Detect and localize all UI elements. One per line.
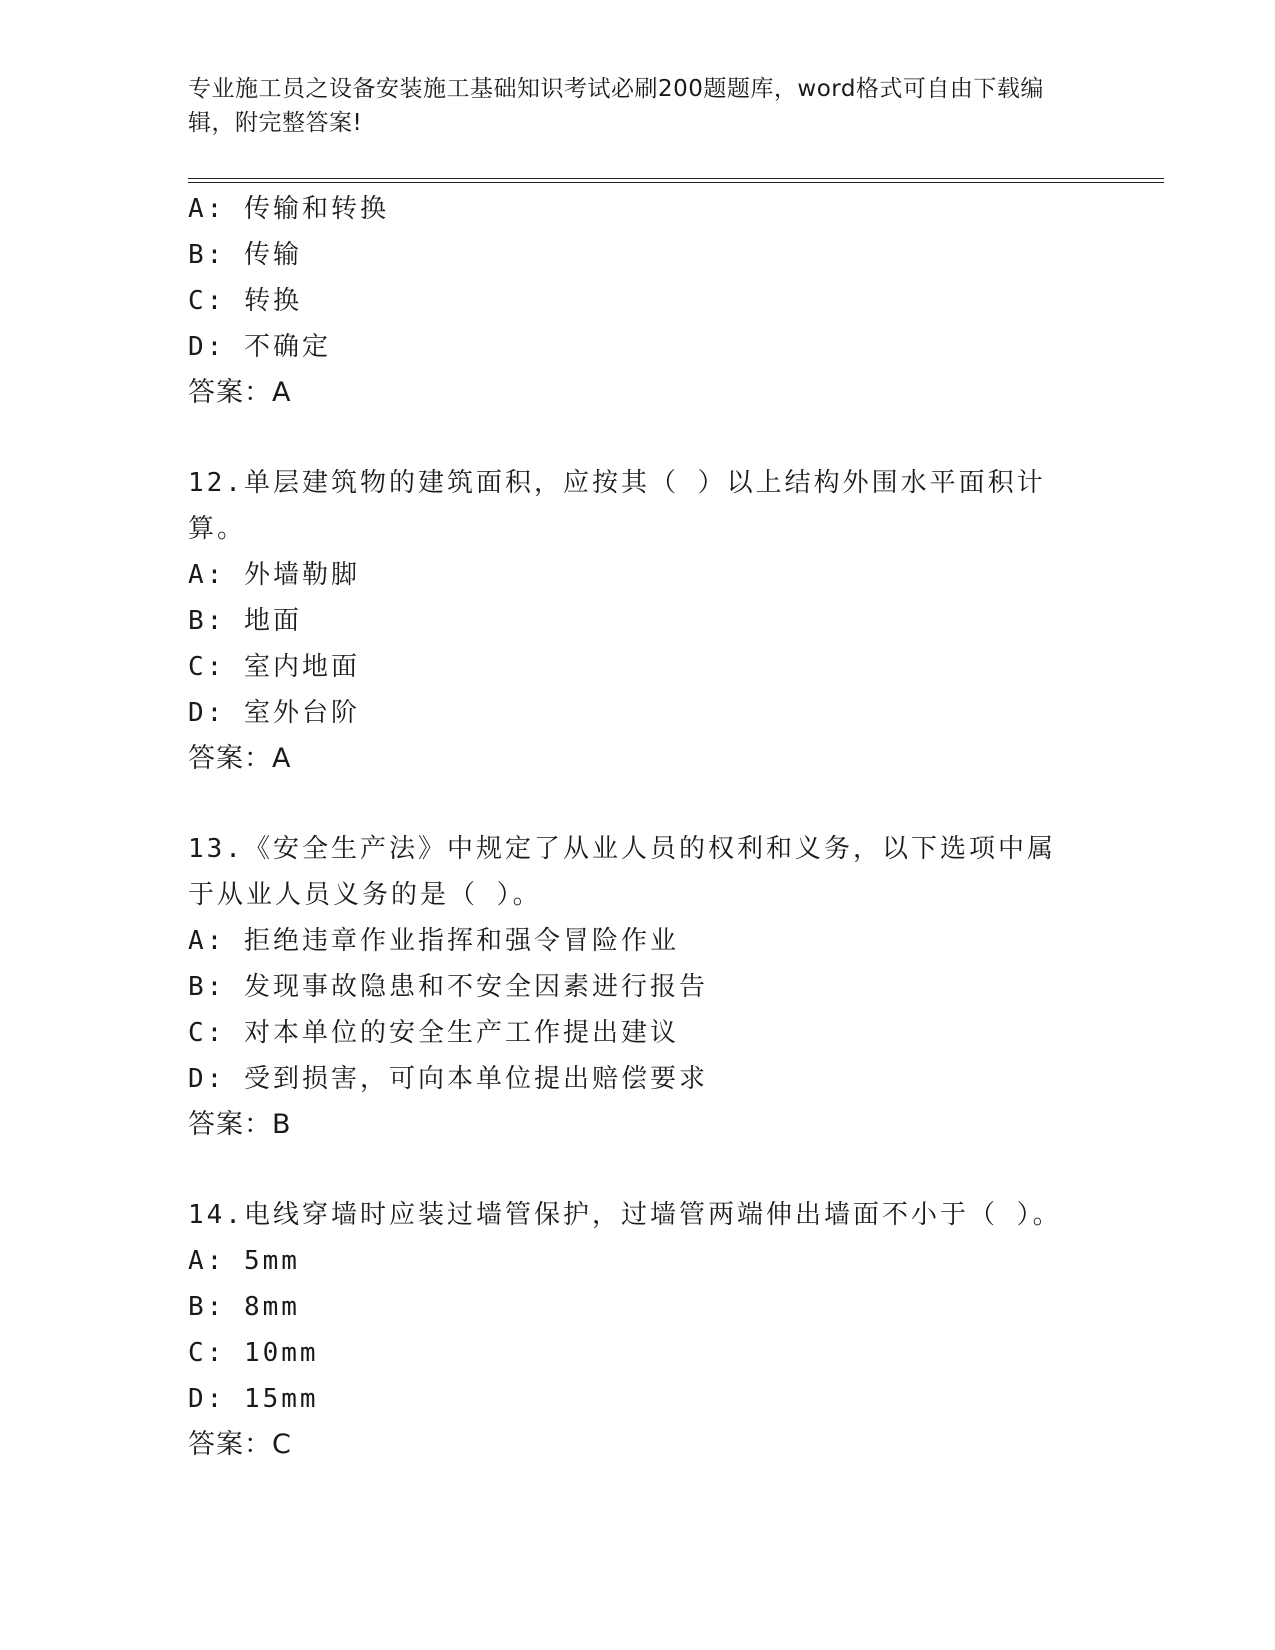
option-d: D: 15mm — [188, 1384, 319, 1414]
question-stem: 12.单层建筑物的建筑面积，应按其（ ）以上结构外围水平面积计算。 — [188, 468, 1046, 544]
option-d: D: 室外台阶 — [188, 698, 360, 728]
answer: 答案：B — [188, 1109, 292, 1140]
option-c: C: 对本单位的安全生产工作提出建议 — [188, 1018, 679, 1048]
answer: 答案：A — [188, 377, 292, 408]
header-divider — [188, 178, 1164, 183]
option-c: C: 10mm — [188, 1338, 319, 1368]
question-11-partial — [188, 186, 1088, 416]
option-d: D: 受到损害，可向本单位提出赔偿要求 — [188, 1064, 708, 1094]
question-13 — [188, 826, 1088, 1148]
question-12 — [188, 460, 1088, 782]
option-d: D: 不确定 — [188, 332, 331, 362]
page-header: 专业施工员之设备安装施工基础知识考试必刷200题题库，word格式可自由下载编辑，附完整答案! — [188, 76, 1044, 136]
option-b: B: 8mm — [188, 1292, 300, 1322]
question-stem: 14.电线穿墙时应装过墙管保护，过墙管两端伸出墙面不小于（ ）。 — [188, 1200, 1062, 1230]
option-b: B: 传输 — [188, 240, 302, 270]
question-14 — [188, 1192, 1088, 1468]
option-b: B: 地面 — [188, 606, 302, 636]
option-a: A: 传输和转换 — [188, 194, 389, 224]
option-c: C: 转换 — [188, 286, 302, 316]
question-list — [188, 186, 1088, 1468]
option-a: A: 5mm — [188, 1246, 300, 1276]
question-stem: 13.《安全生产法》中规定了从业人员的权利和义务，以下选项中属于从业人员义务的是（ ）。 — [188, 834, 1056, 910]
answer: 答案：A — [188, 743, 292, 774]
option-a: A: 拒绝违章作业指挥和强令冒险作业 — [188, 926, 679, 956]
option-a: A: 外墙勒脚 — [188, 560, 360, 590]
option-b: B: 发现事故隐患和不安全因素进行报告 — [188, 972, 708, 1002]
answer: 答案：C — [188, 1429, 292, 1460]
option-c: C: 室内地面 — [188, 652, 360, 682]
